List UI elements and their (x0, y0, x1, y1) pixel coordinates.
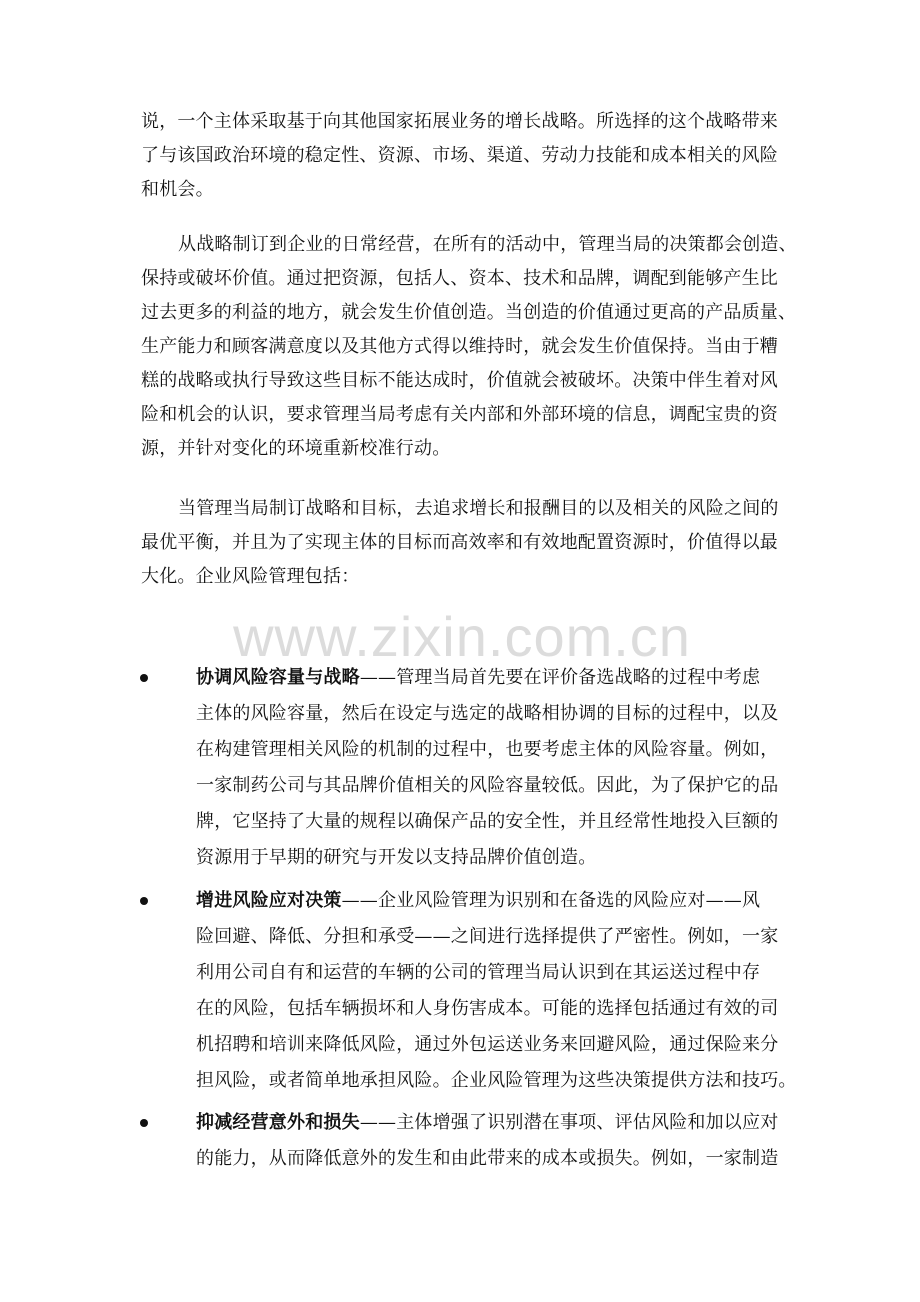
bullet-body (196, 660, 796, 876)
text-line: 主体的风险容量，然后在设定与选定的战略相协调的目标的过程中，以及 (196, 703, 779, 724)
text-line: 说，一个主体采取基于向其他国家拓展业务的增长战略。所选择的这个战略带来 (141, 111, 778, 132)
text-line: 担风险，或者简单地承担风险。企业风险管理为这些决策提供方法和技巧。 (196, 1070, 797, 1091)
text-line: 生产能力和顾客满意度以及其他方式得以维持时，就会发生价值保持。当由于糟 (141, 336, 778, 357)
bullet-dot-icon (140, 1119, 148, 1127)
text-line: 和机会。 (141, 179, 214, 200)
text-line: 的能力，从而降低意外的发生和由此带来的成本或损失。例如，一家制造 (196, 1148, 779, 1169)
text-line: 机招聘和培训来降低风险，通过外包运送业务来回避风险，通过保险来分 (196, 1034, 779, 1055)
bullet-text: ——企业风险管理为识别和在备选的风险应对——风 (341, 890, 761, 911)
bullet-term: 抑减经营意外和损失 (196, 1112, 360, 1133)
bullet-term: 增进风险应对决策 (196, 890, 342, 911)
paragraph-3 (141, 492, 781, 594)
text-line: 资源用于早期的研究与开发以支持品牌价值创造。 (196, 847, 597, 868)
bullet-text: ——管理当局首先要在评价备选战略的过程中考虑 (359, 667, 761, 688)
bullet-first-line (196, 883, 796, 919)
text-line: 大化。企业风险管理包括： (141, 566, 360, 587)
text-line: 保持或破坏价值。通过把资源，包括人、资本、技术和品牌，调配到能够产生比 (141, 268, 778, 289)
bullet-text: ——主体增强了识别潜在事项、评估风险和加以应对 (359, 1112, 779, 1133)
paragraph-1 (141, 105, 781, 207)
text-line: 牌，它坚持了大量的规程以确保产品的安全性，并且经常性地投入巨额的 (196, 811, 779, 832)
bullet-first-line (196, 660, 796, 696)
bullet-body (196, 883, 796, 1099)
bullet-body (196, 1105, 796, 1177)
bullet-dot-icon (140, 897, 148, 905)
text-line: 利用公司自有和运营的车辆的公司的管理当局认识到在其运送过程中存 (196, 962, 761, 983)
text-line: 一家制药公司与其品牌价值相关的风险容量较低。因此，为了保护它的品 (196, 775, 779, 796)
text-line: 险和机会的认识，要求管理当局考虑有关内部和外部环境的信息，调配宝贵的资 (141, 404, 778, 425)
paragraph-2 (141, 228, 797, 466)
bullet-dot-icon (140, 674, 148, 682)
text-line: 在构建管理相关风险的机制的过程中，也要考虑主体的风险容量。例如， (196, 739, 779, 760)
text-line: 从战略制订到企业的日常经营，在所有的活动中，管理当局的决策都会创造、 (178, 234, 797, 255)
bullet-first-line (196, 1105, 796, 1141)
text-line: 险回避、降低、分担和承受——之间进行选择提供了严密性。例如，一家 (196, 926, 779, 947)
text-line: 当管理当局制订战略和目标，去追求增长和报酬目的以及相关的风险之间的 (178, 498, 779, 519)
bullet-term: 协调风险容量与战略 (196, 667, 360, 688)
text-line: 源，并针对变化的环境重新校准行动。 (141, 438, 451, 459)
text-line: 糕的战略或执行导致这些目标不能达成时，价值就会被破坏。决策中伴生着对风 (141, 370, 778, 391)
text-line: 了与该国政治环境的稳定性、资源、市场、渠道、劳动力技能和成本相关的风险 (141, 145, 778, 166)
text-line: 过去更多的利益的地方，就会发生价值创造。当创造的价值通过更高的产品质量、 (141, 302, 797, 323)
watermark: www.zixin.com.cn (233, 605, 691, 668)
text-line: 最优平衡，并且为了实现主体的目标而高效率和有效地配置资源时，价值得以最 (141, 532, 778, 553)
text-line: 在的风险，包括车辆损坏和人身伤害成本。可能的选择包括通过有效的司 (196, 998, 779, 1019)
